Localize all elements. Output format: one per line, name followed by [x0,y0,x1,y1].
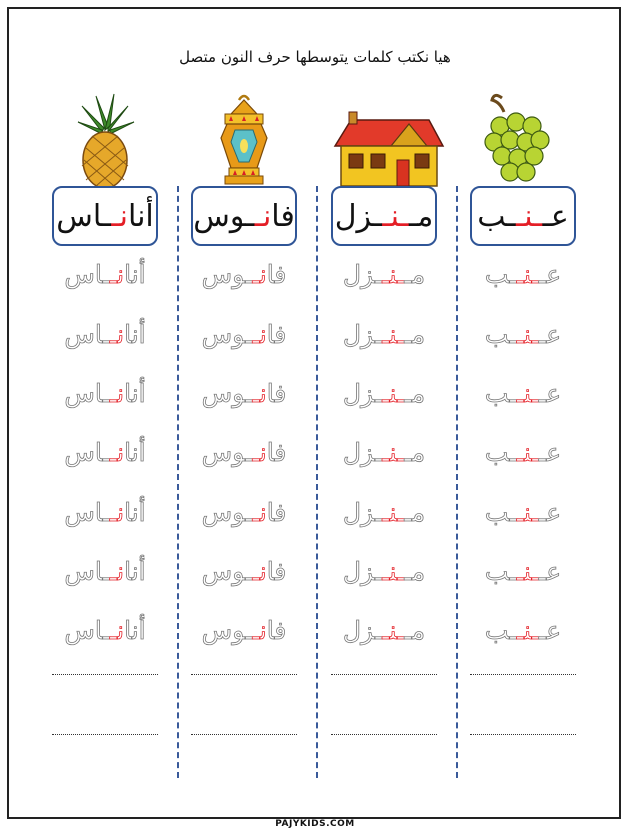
column-divider [316,186,318,778]
word-card-grapes [470,186,576,246]
trace-word: عــنــب [484,260,562,289]
column-divider [177,186,179,778]
trace-word: عــنــب [484,379,562,408]
trace-word: عــنــب [484,498,562,527]
trace-word: أنانــاس [64,438,146,467]
page-title: هيا نكتب كلمات يتوسطها حرف النون متصل [179,48,451,66]
trace-word: مــنــزل [342,379,426,408]
lantern-icon [191,90,311,190]
writing-line[interactable] [191,674,297,675]
trace-word: مــنــزل [342,498,426,527]
trace-word: مــنــزل [342,438,426,467]
trace-word: مــنــزل [342,616,426,645]
trace-word: أنانــاس [64,379,146,408]
writing-line[interactable] [331,674,437,675]
writing-line[interactable] [331,734,437,735]
trace-word: فانــوس [201,498,287,527]
noon-letter: نـ [110,198,128,234]
noon-letter: ـنـ [381,198,409,234]
trace-word: مــنــزل [342,260,426,289]
column-divider [456,186,458,778]
writing-line[interactable] [470,674,576,675]
footer [0,811,630,830]
word-part: ـزل [334,198,382,234]
noon-letter: نـ [254,198,272,234]
word-card-pineapple [52,186,158,246]
pineapple-icon [52,90,172,190]
trace-word: عــنــب [484,616,562,645]
trace-word: عــنــب [484,557,562,586]
word-part: عـ [542,198,569,234]
writing-line[interactable] [191,734,297,735]
trace-word: فانــوس [201,320,287,349]
word-card-lantern [191,186,297,246]
site-credit: PAJYKIDS.COM [269,819,361,829]
trace-word: أنانــاس [64,498,146,527]
trace-word: فانــوس [201,260,287,289]
trace-word: فانــوس [201,616,287,645]
trace-word: عــنــب [484,320,562,349]
writing-line[interactable] [470,734,576,735]
writing-line[interactable] [52,674,158,675]
word-card-house [331,186,437,246]
word-part: أنا [127,198,154,234]
trace-word: فانــوس [201,379,287,408]
trace-word: أنانــاس [64,320,146,349]
word-part: ـوس [193,198,255,234]
trace-word: أنانــاس [64,557,146,586]
word-part: فا [271,198,295,234]
trace-word: أنانــاس [64,260,146,289]
trace-word: فانــوس [201,438,287,467]
word-part: ـب [477,198,516,234]
word-part: ـاس [56,198,111,234]
trace-word: أنانــاس [64,616,146,645]
trace-word: فانــوس [201,557,287,586]
writing-line[interactable] [52,734,158,735]
grapes-icon [470,90,590,190]
house-icon [331,90,451,190]
noon-letter: ـنـ [515,198,543,234]
trace-word: مــنــزل [342,320,426,349]
word-part: مـ [408,198,434,234]
trace-word: مــنــزل [342,557,426,586]
trace-word: عــنــب [484,438,562,467]
